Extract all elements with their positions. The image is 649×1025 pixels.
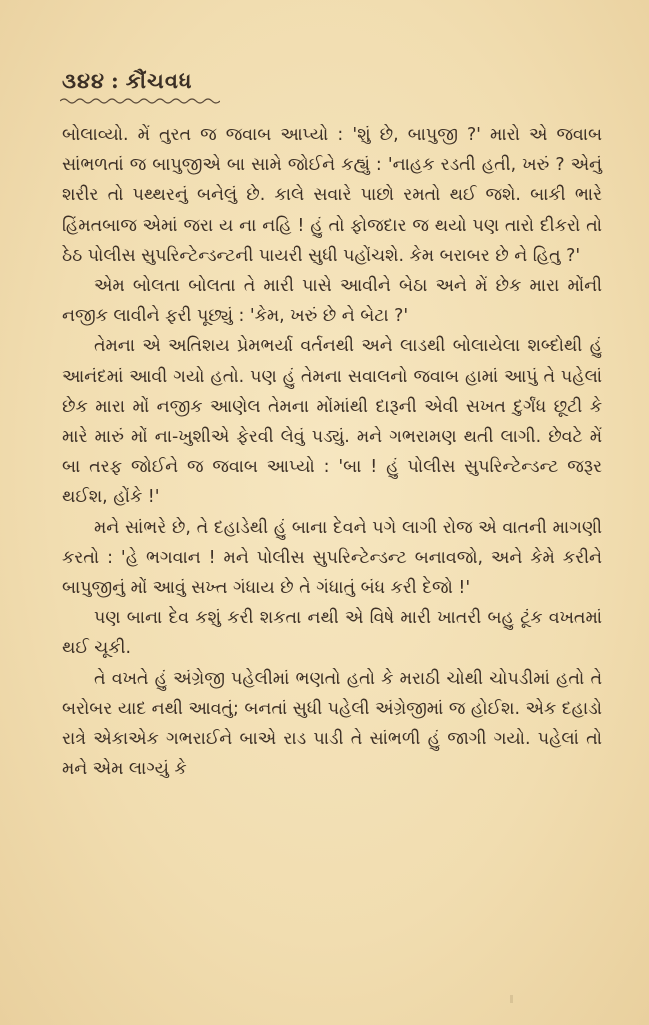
page-number: ૩૪૪ xyxy=(62,68,106,93)
header-separator: : xyxy=(111,68,120,93)
wavy-underline-ornament xyxy=(60,96,220,106)
running-header xyxy=(62,68,193,94)
paragraph: તે વખતે હું અંગ્રેજી પહેલીમાં ભણતો હતો કે મરાઠી ચોથી ચોપડીમાં હતો તે બરોબર યાદ નથી આવતું; બનતાં સુધી પહેલી અંગ્રેજીમાં જ હોઈશ. એક દહાડો રાત્રે એકાએક ગભરાઈને બાએ રાડ પાડી તે સાંભળી હું જાગી ગયો. પહેલાં તો મને એમ લાગ્યું કે xyxy=(62,668,602,780)
body-text xyxy=(62,120,602,784)
book-title: કૌંચવધ xyxy=(125,68,193,93)
paragraph: તેમના એ અતિશય પ્રેમભર્યા વર્તનથી અને લાડથી બોલાયેલા શબ્દોથી હું આનંદમાં આવી ગયો હતો. પણ હું તેમના સવાલનો જવાબ હામાં આપું તે પહેલાં છેક મારા મોં નજીક આણેલ તેમના મોંમાંથી દારૂની એવી સખત દુર્ગંધ છૂટી કે મારે મારું મોં ના-ખુશીએ ફેરવી લેવું પડ્યું. મને ગભરામણ થતી લાગી. છેવટે મેં બા તરફ જોઈને જ જવાબ આપ્યો : 'બા ! હું પોલીસ સુપરિન્ટેન્ડન્ટ જરૂર થઈશ, હોંકે !' xyxy=(62,336,602,508)
paragraph: મને સાંભરે છે, તે દહાડેથી હું બાના દેવને પગે લાગી રોજ એ વાતની માગણી કરતો : 'હે ભગવાન ! મને પોલીસ સુપરિન્ટેન્ડન્ટ બનાવજો, અને કેમે કરીને બાપુજીનું મોં આવું સખ્ત ગંધાય છે તે ગંધાતું બંધ કરી દેજો !' xyxy=(62,517,602,599)
paper-mark xyxy=(510,995,513,1003)
paragraph: બોલાવ્યો. મેં તુરત જ જવાબ આપ્યો : 'શું છે, બાપુજી ?' મારો એ જવાબ સાંભળતાં જ બાપુજીએ બા સામે જોઈને કહ્યું : 'નાહક રડતી હતી, ખરું ? એનું શરીર તો પથ્થરનું બનેલું છે. કાલે સવારે પાછો રમતો થઈ જશે. બાકી ભારે હિંમતબાજ એમાં જરા ય ના નહિ ! હું તો ફોજદાર જ થયો પણ તારો દીકરો તો ઠેઠ પોલીસ સુપરિન્ટેન્ડન્ટની પાયરી સુધી પહોંચશે. કેમ બરાબર છે ને હિતુ ?' xyxy=(62,125,602,266)
paragraph: એમ બોલતા બોલતા તે મારી પાસે આવીને બેઠા અને મેં છેક મારા મોંની નજીક લાવીને ફરી પૂછ્યું : 'કેમ, ખરું છે ને બેટા ?' xyxy=(62,276,602,327)
paragraph: પણ બાના દેવ કશું કરી શકતા નથી એ વિષે મારી ખાતરી બહુ ટૂંક વખતમાં થઈ ચૂકી. xyxy=(62,608,602,659)
